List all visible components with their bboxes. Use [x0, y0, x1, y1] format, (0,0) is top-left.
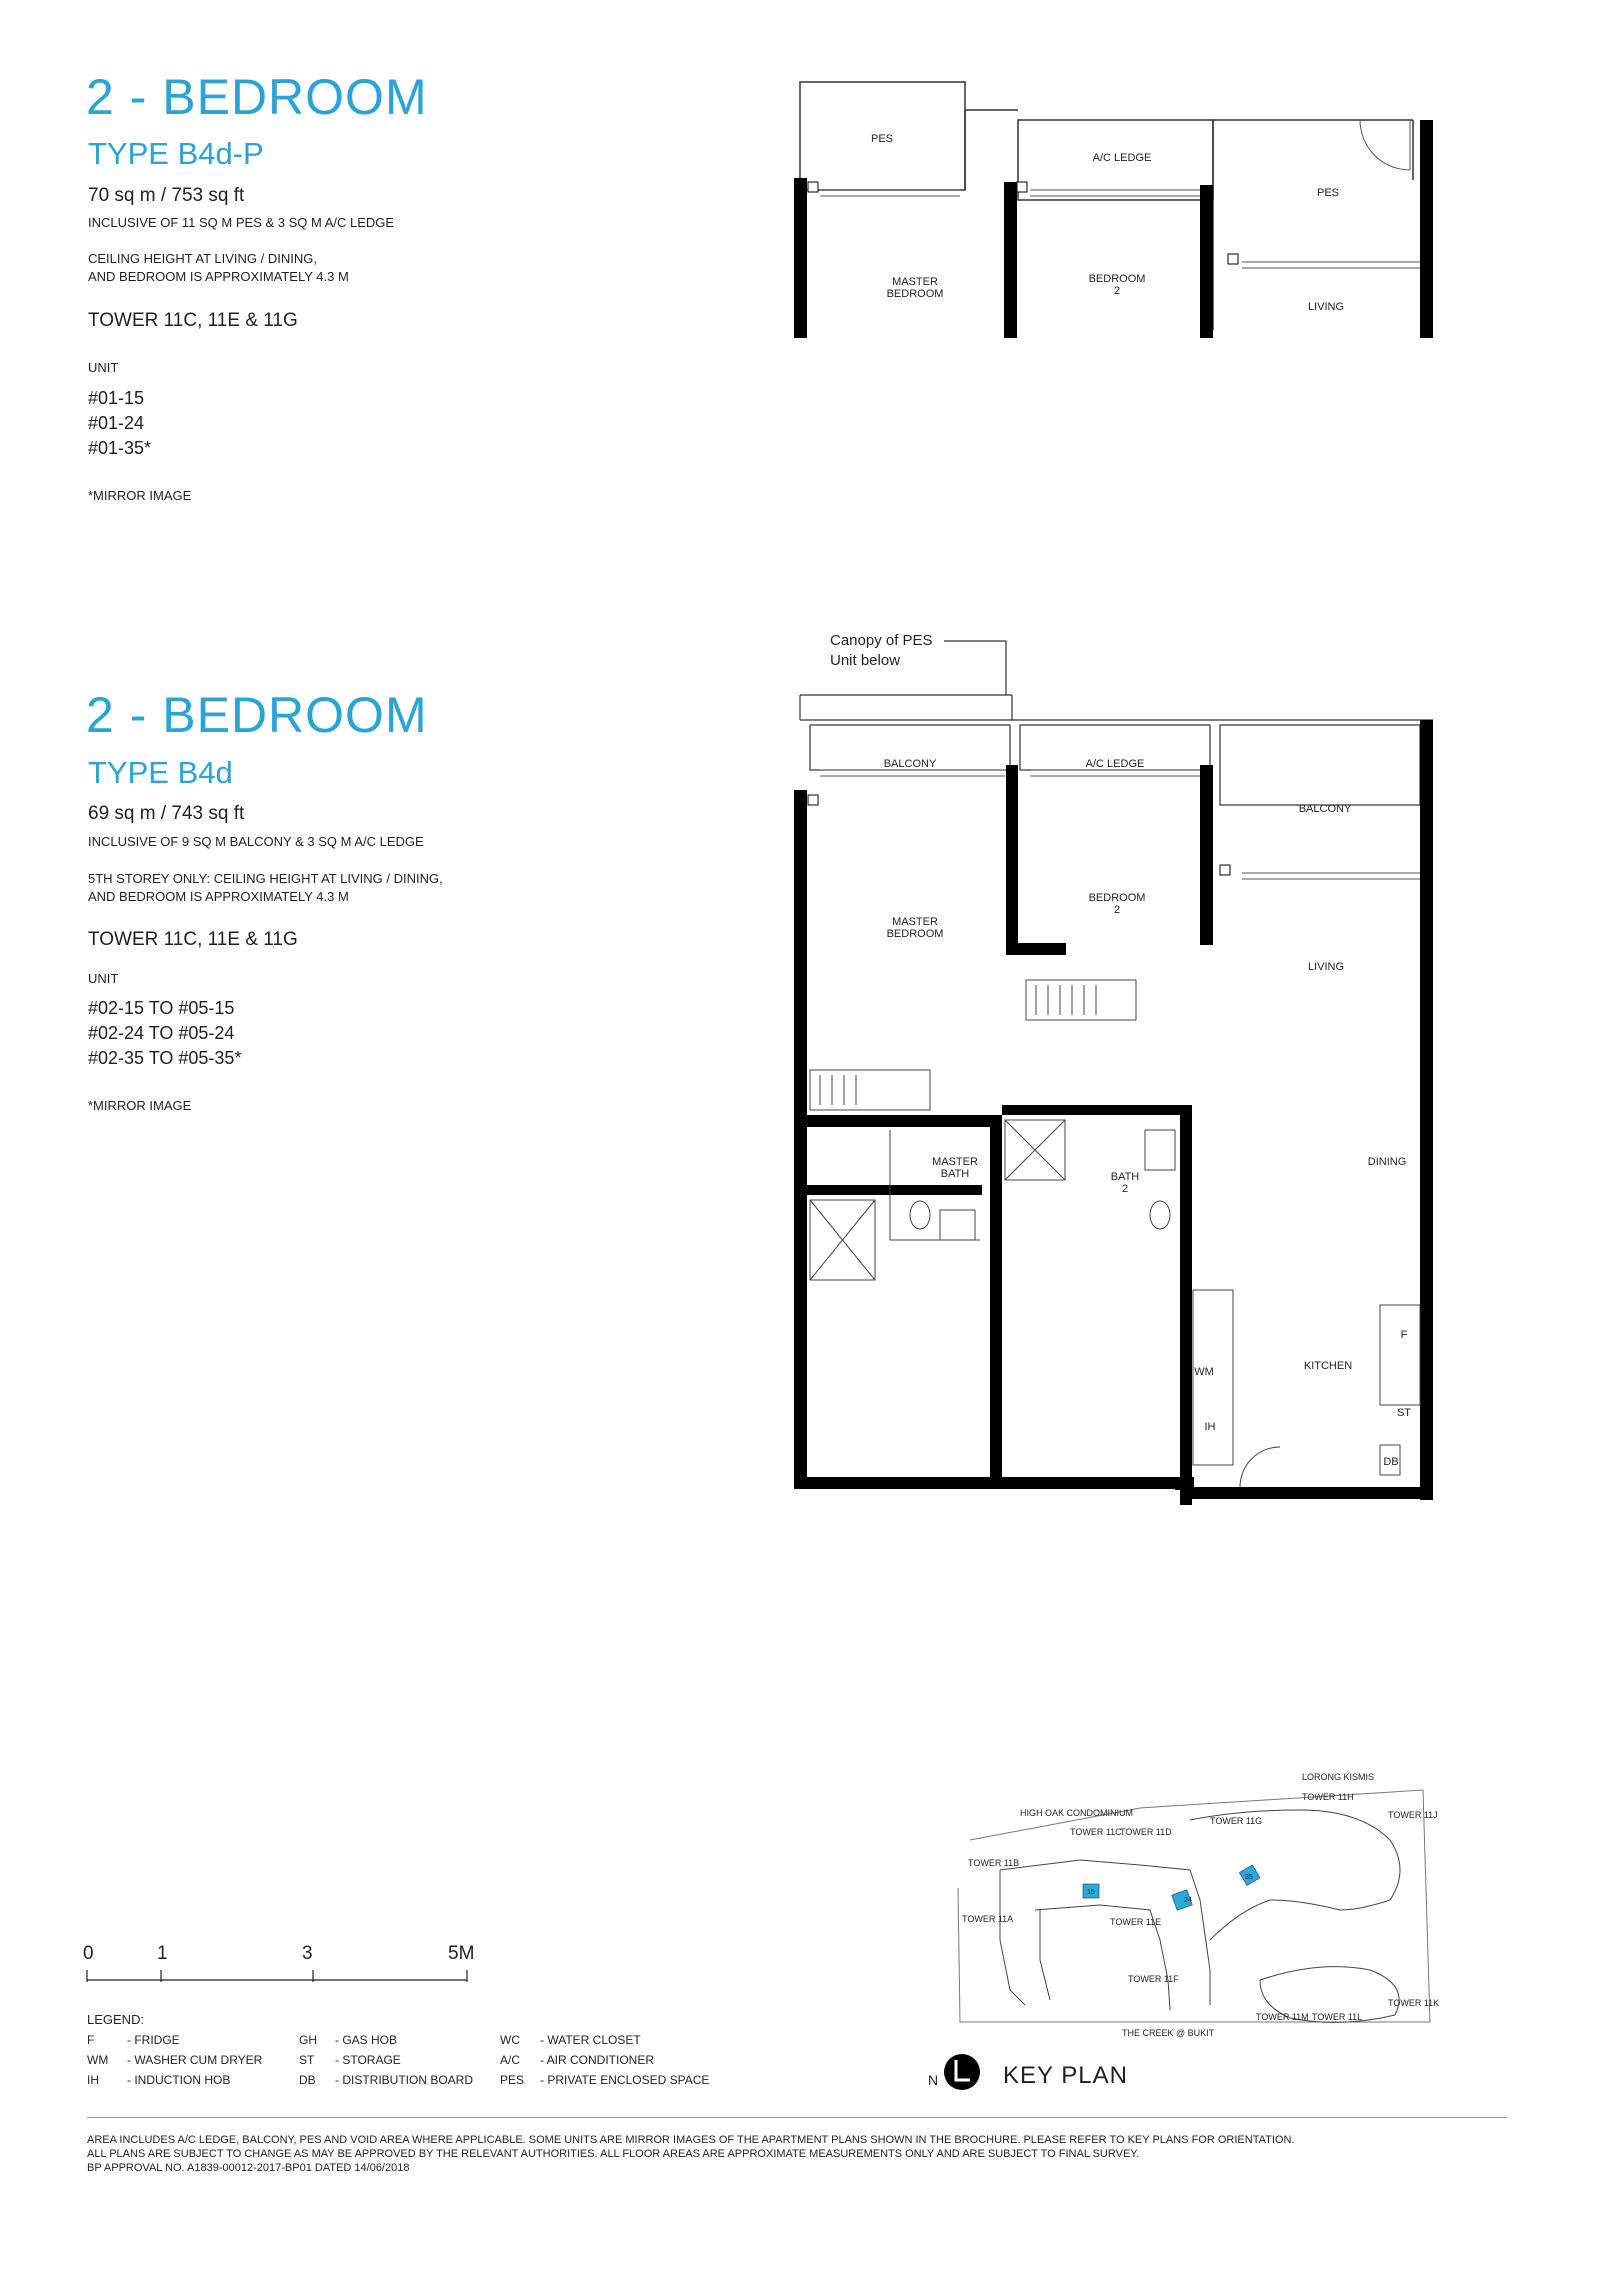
bottom-plan-ceiling-2: AND BEDROOM IS APPROXIMATELY 4.3 M [88, 889, 349, 904]
key-plan-unit-label: 35 [1245, 1874, 1253, 1881]
room-label-master-bath: BATH [940, 1168, 970, 1180]
bottom-plan-unit-label: UNIT [88, 971, 119, 986]
key-plan-label: THE CREEK @ BUKIT [1122, 2028, 1215, 2038]
scale-bar [85, 1968, 475, 1988]
legend-desc: - DISTRIBUTION BOARD [335, 2073, 474, 2087]
scale-label: 5M [448, 1943, 475, 1964]
scale-label: 3 [302, 1943, 313, 1964]
key-plan-label: TOWER 11D [1120, 1827, 1172, 1837]
key-plan-label: TOWER 11L [1312, 2012, 1363, 2022]
room-label-master-bedroom: MASTER [892, 916, 938, 928]
bottom-plan-type: TYPE B4d [88, 755, 233, 790]
top-plan-towers: TOWER 11C, 11E & 11G [88, 310, 298, 331]
top-plan-type: TYPE B4d-P [88, 136, 264, 171]
key-plan-label: TOWER 11C [1070, 1827, 1122, 1837]
bottom-plan-inclusive: INCLUSIVE OF 9 SQ M BALCONY & 3 SQ M A/C LEDGE [88, 834, 424, 849]
bottom-plan-towers: TOWER 11C, 11E & 11G [88, 929, 298, 950]
fixture-label-db: DB [1383, 1456, 1399, 1468]
legend-desc: - FRIDGE [127, 2033, 180, 2047]
legend-desc: - INDUCTION HOB [127, 2073, 231, 2087]
key-plan-label: TOWER 11J [1388, 1810, 1438, 1820]
legend-row [87, 2030, 709, 2050]
key-plan-label: TOWER 11M [1256, 2012, 1309, 2022]
legend-row [87, 2050, 709, 2070]
key-plan-unit-label: 15 [1087, 1889, 1095, 1896]
footer-line: AREA INCLUDES A/C LEDGE, BALCONY, PES AND VOID AREA WHERE APPLICABLE. SOME UNITS ARE MIRROR IMAGES OF THE APARTMENT PLANS SHOWN IN THE BROCHURE. PLEASE REFER TO KEY PLANS FOR ORIENTATION. [87, 2134, 1295, 2146]
room-label-master-bath: MASTER [932, 1156, 978, 1168]
fixture-label-ih: IH [1204, 1421, 1216, 1433]
room-label-kitchen: KITCHEN [1303, 1360, 1353, 1372]
legend-table [87, 2030, 709, 2090]
legend-desc: - AIR CONDITIONER [540, 2053, 655, 2067]
room-label-bedroom-2: 2 [1113, 904, 1121, 916]
room-label-pes: PES [870, 133, 894, 145]
room-label-bedroom-2: 2 [1113, 285, 1121, 297]
legend-code: PES [500, 2073, 525, 2087]
room-label-living: LIVING [1307, 961, 1345, 973]
legend-desc: - WASHER CUM DRYER [127, 2053, 263, 2067]
room-label-balcony: BALCONY [883, 758, 937, 770]
top-plan-mirror-note: *MIRROR IMAGE [88, 488, 192, 503]
room-label-dining: DINING [1367, 1156, 1407, 1168]
legend-title: LEGEND: [87, 2012, 145, 2027]
footer-divider [87, 2117, 1507, 2118]
key-plan-label: TOWER 11H [1302, 1792, 1354, 1802]
bottom-plan-heading: 2 - BEDROOM [86, 687, 428, 743]
bottom-plan-unit-list [88, 996, 241, 1071]
key-plan-label: TOWER 11A [962, 1914, 1014, 1924]
room-label-master-bedroom: BEDROOM [886, 288, 944, 300]
unit-item: #01-35* [88, 438, 152, 458]
key-plan-label: HIGH OAK CONDOMINIUM [1020, 1808, 1134, 1818]
unit-item: #02-15 TO #05-15 [88, 998, 235, 1018]
legend-desc: - GAS HOB [335, 2033, 398, 2047]
legend-code: DB [299, 2073, 316, 2087]
north-arrow-icon [940, 2050, 984, 2094]
legend-code: WC [500, 2033, 520, 2047]
room-label-balcony: BALCONY [1298, 803, 1352, 815]
bottom-plan-ceiling-1: 5TH STOREY ONLY: CEILING HEIGHT AT LIVING / DINING, [88, 871, 443, 886]
canopy-label: Unit below [830, 652, 901, 669]
top-plan-heading: 2 - BEDROOM [86, 69, 428, 125]
scale-label: 1 [157, 1943, 168, 1964]
unit-item: #01-24 [88, 413, 145, 433]
footer-line: ALL PLANS ARE SUBJECT TO CHANGE AS MAY BE APPROVED BY THE RELEVANT AUTHORITIES. ALL FLOOR AREAS ARE APPROXIMATE MEASUREMENTS ONLY AND ARE SUBJECT TO FINAL SURVEY. [87, 2148, 1140, 2160]
top-plan-unit-list [88, 386, 151, 461]
room-label-master-bedroom: BEDROOM [886, 928, 944, 940]
fixture-label-wm: WM [1194, 1366, 1214, 1378]
legend-code: A/C [500, 2053, 521, 2067]
bottom-plan-mirror-note: *MIRROR IMAGE [88, 1098, 192, 1113]
footer-line: BP APPROVAL NO. A1839-00012-2017-BP01 DATED 14/06/2018 [87, 2162, 410, 2174]
legend-code: F [87, 2033, 95, 2047]
top-plan-ceiling-2: AND BEDROOM IS APPROXIMATELY 4.3 M [88, 269, 349, 284]
legend-code: IH [87, 2073, 99, 2087]
bottom-plan-area: 69 sq m / 743 sq ft [88, 803, 245, 824]
top-floor-plan [780, 70, 1460, 340]
top-plan-area: 70 sq m / 753 sq ft [88, 185, 245, 206]
room-label-bath-2: 2 [1121, 1183, 1129, 1195]
key-plan-label: TOWER 11B [968, 1858, 1020, 1868]
room-label-ac-ledge: A/C LEDGE [1085, 758, 1145, 770]
key-plan-map [940, 1760, 1460, 2050]
room-label-ac-ledge: A/C LEDGE [1092, 152, 1152, 164]
top-plan-inclusive: INCLUSIVE OF 11 SQ M PES & 3 SQ M A/C LEDGE [88, 215, 395, 230]
key-plan-label: TOWER 11F [1128, 1974, 1179, 1984]
key-plan-label: TOWER 11K [1388, 1998, 1440, 2008]
legend-row [87, 2070, 709, 2090]
key-plan-title: KEY PLAN [1003, 2062, 1128, 2089]
legend-desc: - WATER CLOSET [540, 2033, 641, 2047]
top-plan-unit-label: UNIT [88, 360, 119, 375]
room-label-pes: PES [1316, 187, 1340, 199]
key-plan-unit-label: 24 [1184, 1897, 1192, 1904]
key-plan-label: TOWER 11G [1210, 1816, 1263, 1826]
key-plan-label: TOWER 11E [1110, 1917, 1162, 1927]
north-label: N [928, 2072, 939, 2088]
room-label-bath-2: BATH [1110, 1171, 1140, 1183]
bottom-floor-plan [780, 625, 1460, 1505]
unit-item: #01-15 [88, 388, 145, 408]
fixture-label-f: F [1400, 1329, 1408, 1341]
room-label-bedroom-2: BEDROOM [1088, 892, 1146, 904]
room-label-master-bedroom: MASTER [892, 276, 938, 288]
legend-desc: - STORAGE [335, 2053, 401, 2067]
unit-item: #02-24 TO #05-24 [88, 1023, 235, 1043]
legend-code: ST [299, 2053, 315, 2067]
legend-desc: - PRIVATE ENCLOSED SPACE [540, 2073, 710, 2087]
room-label-bedroom-2: BEDROOM [1088, 273, 1146, 285]
unit-item: #02-35 TO #05-35* [88, 1048, 242, 1068]
scale-label: 0 [83, 1943, 94, 1964]
canopy-label: Canopy of PES [830, 632, 933, 649]
fixture-label-st: ST [1396, 1407, 1412, 1419]
legend-code: GH [299, 2033, 317, 2047]
top-plan-ceiling-1: CEILING HEIGHT AT LIVING / DINING, [88, 251, 317, 266]
key-plan-label: LORONG KISMIS [1302, 1772, 1375, 1782]
legend-code: WM [87, 2053, 109, 2067]
room-label-living: LIVING [1307, 301, 1345, 313]
